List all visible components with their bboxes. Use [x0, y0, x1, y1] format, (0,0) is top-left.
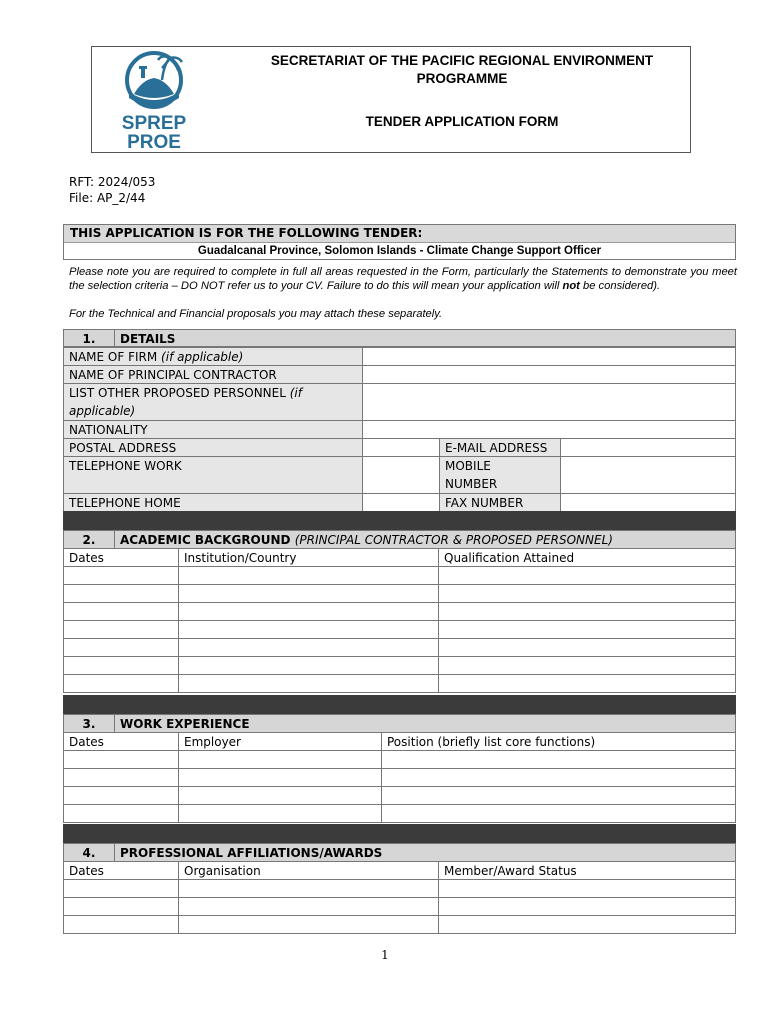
form-cell[interactable] — [178, 620, 439, 639]
postal-label: POSTAL ADDRESS — [63, 438, 363, 457]
section4-number: 4. — [63, 843, 115, 862]
form-cell[interactable] — [438, 566, 736, 585]
form-cell[interactable] — [63, 638, 179, 657]
rft-number: RFT: 2024/053 — [69, 175, 156, 189]
form-cell[interactable] — [63, 879, 179, 898]
form-cell[interactable] — [381, 804, 736, 823]
form-cell[interactable] — [63, 804, 179, 823]
form-cell[interactable] — [178, 638, 439, 657]
form-cell[interactable] — [381, 786, 736, 805]
section-divider-1 — [63, 511, 736, 530]
email-label: E-MAIL ADDRESS — [439, 438, 561, 457]
section-divider-2 — [63, 695, 736, 714]
form-cell[interactable] — [438, 897, 736, 916]
form-cell[interactable] — [178, 584, 439, 603]
form-cell[interactable] — [63, 674, 179, 693]
note-bold: not — [562, 279, 580, 292]
form-cell[interactable] — [63, 584, 179, 603]
tel-work-label: TELEPHONE WORK — [63, 456, 363, 494]
form-cell[interactable] — [63, 915, 179, 934]
nationality-label: NATIONALITY — [63, 420, 363, 439]
section-divider-3 — [63, 824, 736, 843]
section2-title: ACADEMIC BACKGROUND (PRINCIPAL CONTRACTOR & PROPOSED PERSONNEL) — [114, 530, 736, 549]
form-cell[interactable] — [63, 768, 179, 787]
tender-name: Guadalcanal Province, Solomon Islands - Climate Change Support Officer — [197, 245, 602, 257]
firm-label: NAME OF FIRM (if applicable) — [63, 347, 363, 366]
s4-col-dates: Dates — [63, 861, 179, 880]
form-cell[interactable] — [381, 750, 736, 769]
form-cell[interactable] — [438, 656, 736, 675]
form-cell[interactable] — [178, 879, 439, 898]
principal-label: NAME OF PRINCIPAL CONTRACTOR — [63, 365, 363, 384]
logo-text-proe: PROE — [127, 132, 181, 150]
form-cell[interactable] — [63, 602, 179, 621]
s3-col-dates: Dates — [63, 732, 179, 751]
s2-col-dates: Dates — [63, 548, 179, 567]
org-title-line1: SECRETARIAT OF THE PACIFIC REGIONAL ENVIRONMENT — [270, 53, 654, 68]
note-attach-line: For the Technical and Financial proposals you may attach these separately. — [69, 308, 443, 320]
form-cell[interactable] — [178, 674, 439, 693]
section1-title: DETAILS — [114, 329, 736, 347]
form-cell[interactable] — [438, 674, 736, 693]
nationality-field[interactable] — [362, 420, 736, 439]
s3-col-employer: Employer — [178, 732, 382, 751]
form-cell[interactable] — [178, 602, 439, 621]
form-cell[interactable] — [438, 915, 736, 934]
personnel-label: LIST OTHER PROPOSED PERSONNEL (if applicable) — [63, 383, 363, 421]
tender-box — [63, 224, 736, 260]
form-cell[interactable] — [63, 566, 179, 585]
form-cell[interactable] — [438, 879, 736, 898]
form-cell[interactable] — [178, 566, 439, 585]
form-cell[interactable] — [178, 768, 382, 787]
org-title-line2: PROGRAMME — [416, 71, 508, 86]
file-number: File: AP_2/44 — [69, 191, 146, 205]
form-cell[interactable] — [178, 750, 382, 769]
instructions-note — [69, 266, 737, 293]
section3-number: 3. — [63, 714, 115, 733]
principal-field[interactable] — [362, 365, 736, 384]
section2-number: 2. — [63, 530, 115, 549]
mobile-label: MOBILE NUMBER — [439, 456, 561, 494]
form-cell[interactable] — [438, 638, 736, 657]
s3-col-position: Position (briefly list core functions) — [381, 732, 736, 751]
fax-label: FAX NUMBER — [439, 493, 561, 512]
form-cell[interactable] — [438, 584, 736, 603]
form-cell[interactable] — [63, 750, 179, 769]
s2-col-institution: Institution/Country — [178, 548, 439, 567]
s2-col-qualification: Qualification Attained — [438, 548, 736, 567]
form-cell[interactable] — [381, 768, 736, 787]
tender-heading-bar — [64, 225, 735, 243]
form-cell[interactable] — [63, 620, 179, 639]
form-cell[interactable] — [438, 620, 736, 639]
section1-number: 1. — [63, 329, 115, 347]
s4-col-status: Member/Award Status — [438, 861, 736, 880]
page-number: 1 — [381, 948, 389, 962]
section4-title: PROFESSIONAL AFFILIATIONS/AWARDS — [114, 843, 736, 862]
firm-field[interactable] — [362, 347, 736, 366]
email-field[interactable] — [560, 438, 736, 457]
tel-home-field[interactable] — [362, 493, 440, 512]
tender-heading: THIS APPLICATION IS FOR THE FOLLOWING TENDER: — [70, 226, 423, 240]
sprep-logo — [112, 50, 196, 150]
note-part2: be considered). — [579, 279, 661, 292]
form-cell[interactable] — [63, 786, 179, 805]
form-title: TENDER APPLICATION FORM — [365, 114, 559, 129]
section3-title: WORK EXPERIENCE — [114, 714, 736, 733]
form-cell[interactable] — [178, 897, 439, 916]
form-cell[interactable] — [63, 656, 179, 675]
form-cell[interactable] — [178, 915, 439, 934]
fax-field[interactable] — [560, 493, 736, 512]
s4-col-organisation: Organisation — [178, 861, 439, 880]
tel-home-label: TELEPHONE HOME — [63, 493, 363, 512]
note-part1: Please note you are required to complete in full all areas requested in the Form, particularly the Statements to demonstrate you meet the selection criteria – DO NOT refer us to your CV. Failure to do this will mean your application will — [69, 266, 737, 292]
form-cell[interactable] — [178, 804, 382, 823]
form-cell[interactable] — [178, 656, 439, 675]
logo-text-sprep: SPREP — [121, 113, 187, 134]
form-cell[interactable] — [438, 602, 736, 621]
form-cell[interactable] — [178, 786, 382, 805]
postal-field[interactable] — [362, 438, 440, 457]
tel-work-field[interactable] — [362, 456, 440, 494]
form-cell[interactable] — [63, 897, 179, 916]
mobile-field[interactable] — [560, 456, 736, 494]
personnel-field[interactable] — [362, 383, 736, 421]
